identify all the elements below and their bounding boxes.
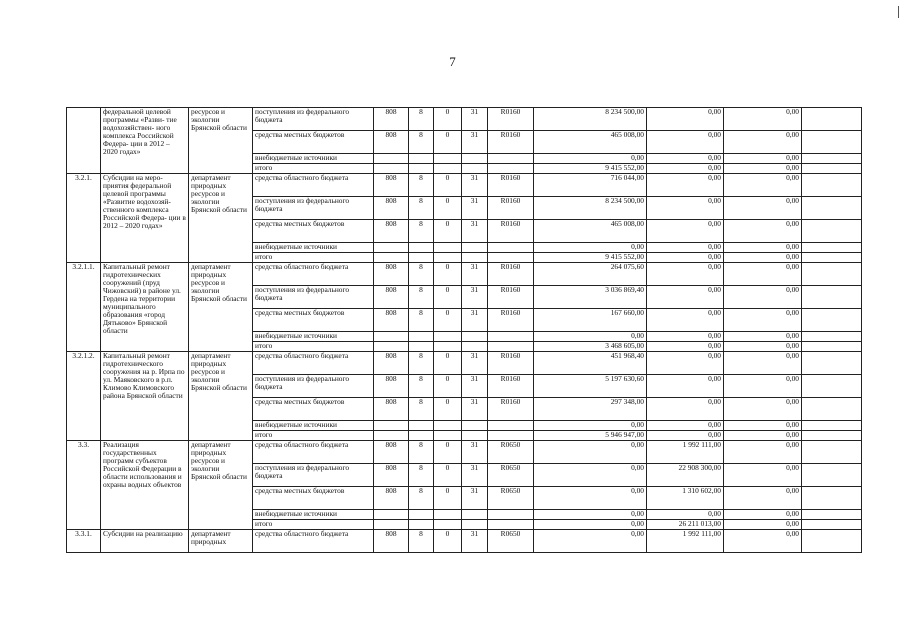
amount-year-2: 0,00 (647, 421, 724, 431)
item-name: федеральной целевой программы «Разви- тие водохозяйствен- ного комплекса Российской Федера- ции в 2012 – 2020 годах» (101, 108, 189, 174)
code-subprogram: 0 (434, 197, 462, 220)
code-grbs: 808 (374, 174, 409, 197)
code-event: 31 (462, 375, 488, 398)
code-direction: R0160 (488, 375, 534, 398)
amount-year-1: 5 197 630,60 (534, 375, 647, 398)
code-event: 31 (462, 263, 488, 286)
empty-cell (802, 174, 862, 197)
funding-source: средства областного бюджета (253, 530, 374, 553)
code-event: 31 (462, 487, 488, 510)
amount-year-2: 0,00 (647, 342, 724, 352)
amount-year-1: 3 036 869,40 (534, 286, 647, 309)
code-subprogram (434, 342, 462, 352)
code-grbs: 808 (374, 464, 409, 487)
amount-year-1: 0,00 (534, 464, 647, 487)
code-subprogram (434, 421, 462, 431)
empty-cell (802, 487, 862, 510)
code-subprogram (434, 520, 462, 530)
funding-source: внебюджетные источники (253, 510, 374, 520)
amount-year-3: 0,00 (724, 154, 802, 164)
code-direction: R0160 (488, 352, 534, 375)
code-event: 31 (462, 530, 488, 553)
amount-year-2: 0,00 (647, 309, 724, 332)
amount-year-1: 167 660,00 (534, 309, 647, 332)
code-subprogram (434, 253, 462, 263)
code-direction (488, 154, 534, 164)
table-row (67, 441, 862, 464)
code-subprogram: 0 (434, 263, 462, 286)
code-direction (488, 164, 534, 174)
code-grbs: 808 (374, 441, 409, 464)
empty-cell (802, 464, 862, 487)
code-event: 31 (462, 220, 488, 243)
code-program (409, 154, 434, 164)
code-direction (488, 510, 534, 520)
code-program: 8 (409, 263, 434, 286)
empty-cell (802, 431, 862, 441)
code-program: 8 (409, 487, 434, 510)
item-number: 3.2.1.1. (67, 263, 101, 352)
code-event: 31 (462, 441, 488, 464)
funding-source: внебюджетные источники (253, 243, 374, 253)
item-name: Субсидии на реализацию (101, 530, 189, 553)
funding-source: внебюджетные источники (253, 154, 374, 164)
code-event (462, 164, 488, 174)
empty-cell (802, 108, 862, 131)
code-subprogram: 0 (434, 530, 462, 553)
funding-source: поступления из федерального бюджета (253, 108, 374, 131)
amount-year-2: 0,00 (647, 154, 724, 164)
code-event: 31 (462, 352, 488, 375)
code-event (462, 243, 488, 253)
funding-source: средства областного бюджета (253, 441, 374, 464)
code-event: 31 (462, 286, 488, 309)
amount-year-3: 0,00 (724, 131, 802, 154)
code-program: 8 (409, 530, 434, 553)
amount-year-3: 0,00 (724, 398, 802, 421)
item-name: Субсидии на меро- приятия федеральной целевой программы «Развитие водохозяй- ственного комплекса Российской Федера- ции в 2012 – 2020 годах» (101, 174, 189, 263)
code-subprogram: 0 (434, 398, 462, 421)
funding-source: поступления из федерального бюджета (253, 464, 374, 487)
code-grbs (374, 332, 409, 342)
code-event (462, 253, 488, 263)
amount-year-2: 0,00 (647, 510, 724, 520)
amount-year-3: 0,00 (724, 286, 802, 309)
code-direction (488, 520, 534, 530)
code-direction: R0160 (488, 174, 534, 197)
code-program: 8 (409, 309, 434, 332)
amount-year-2: 0,00 (647, 131, 724, 154)
code-program: 8 (409, 174, 434, 197)
empty-cell (802, 154, 862, 164)
code-event (462, 431, 488, 441)
code-program (409, 510, 434, 520)
code-event (462, 421, 488, 431)
amount-year-2: 0,00 (647, 253, 724, 263)
amount-year-1: 264 075,60 (534, 263, 647, 286)
item-executor: департамент природных (189, 530, 253, 553)
amount-year-3: 0,00 (724, 253, 802, 263)
code-subprogram (434, 431, 462, 441)
amount-year-1: 9 415 552,00 (534, 253, 647, 263)
code-program: 8 (409, 220, 434, 243)
amount-year-2: 0,00 (647, 286, 724, 309)
item-name: Капитальный ремонт гидротехнического сооружения на р. Ирпа по ул. Маяковского в р.п. Климово Климовского района Брянской области (101, 352, 189, 441)
funding-source: средства областного бюджета (253, 352, 374, 375)
code-grbs (374, 520, 409, 530)
code-direction: R0650 (488, 441, 534, 464)
empty-cell (802, 398, 862, 421)
item-number: 3.3.1. (67, 530, 101, 553)
funding-source: внебюджетные источники (253, 332, 374, 342)
code-grbs: 808 (374, 131, 409, 154)
code-grbs: 808 (374, 375, 409, 398)
code-event: 31 (462, 174, 488, 197)
empty-cell (802, 332, 862, 342)
amount-year-2: 0,00 (647, 108, 724, 131)
code-subprogram: 0 (434, 309, 462, 332)
amount-year-3: 0,00 (724, 164, 802, 174)
amount-year-3: 0,00 (724, 352, 802, 375)
code-subprogram: 0 (434, 464, 462, 487)
empty-cell (802, 421, 862, 431)
code-event: 31 (462, 398, 488, 421)
empty-cell (802, 286, 862, 309)
code-subprogram: 0 (434, 174, 462, 197)
code-direction: R0160 (488, 309, 534, 332)
code-program (409, 342, 434, 352)
amount-year-2: 1 310 602,00 (647, 487, 724, 510)
item-executor: департамент природных ресурсов и экологии Брянской области (189, 441, 253, 530)
amount-year-2: 0,00 (647, 197, 724, 220)
amount-year-1: 0,00 (534, 332, 647, 342)
amount-year-1: 9 415 552,00 (534, 164, 647, 174)
funding-source: итого (253, 164, 374, 174)
empty-cell (802, 530, 862, 553)
code-subprogram: 0 (434, 220, 462, 243)
amount-year-3: 0,00 (724, 441, 802, 464)
code-program (409, 332, 434, 342)
funding-source: поступления из федерального бюджета (253, 286, 374, 309)
page-number: 7 (449, 54, 456, 69)
code-grbs: 808 (374, 309, 409, 332)
empty-cell (802, 164, 862, 174)
amount-year-1: 0,00 (534, 530, 647, 553)
code-grbs: 808 (374, 398, 409, 421)
funding-source: средства местных бюджетов (253, 131, 374, 154)
code-grbs: 808 (374, 108, 409, 131)
code-subprogram: 0 (434, 352, 462, 375)
code-event: 31 (462, 197, 488, 220)
item-executor: департамент природных ресурсов и экологии Брянской области (189, 352, 253, 441)
empty-cell (802, 243, 862, 253)
amount-year-1: 8 234 500,00 (534, 108, 647, 131)
amount-year-3: 0,00 (724, 332, 802, 342)
amount-year-1: 0,00 (534, 510, 647, 520)
item-name: Капитальный ремонт гидротехнических сооружений (пруд Чижовский) в районе ул. Гердена на территории муниципального образования «город Дятьково» Брянской области (101, 263, 189, 352)
empty-cell (802, 263, 862, 286)
amount-year-2: 1 992 111,00 (647, 530, 724, 553)
amount-year-3: 0,00 (724, 220, 802, 243)
empty-cell (802, 510, 862, 520)
amount-year-3: 0,00 (724, 375, 802, 398)
empty-cell (802, 441, 862, 464)
item-number: 3.2.1. (67, 174, 101, 263)
empty-cell (802, 520, 862, 530)
code-subprogram (434, 164, 462, 174)
funding-source: итого (253, 520, 374, 530)
code-program (409, 164, 434, 174)
amount-year-1: 0,00 (534, 154, 647, 164)
item-name: Реализация государственных программ субъектов Российской Федерации в области использования и охраны водных объектов (101, 441, 189, 530)
code-subprogram (434, 510, 462, 520)
code-direction: R0650 (488, 464, 534, 487)
code-direction: R0160 (488, 108, 534, 131)
item-number (67, 108, 101, 174)
code-direction: R0160 (488, 220, 534, 243)
code-event (462, 154, 488, 164)
code-program: 8 (409, 398, 434, 421)
code-event: 31 (462, 464, 488, 487)
empty-cell (802, 220, 862, 243)
code-grbs (374, 342, 409, 352)
code-direction: R0650 (488, 487, 534, 510)
code-subprogram: 0 (434, 375, 462, 398)
amount-year-1: 0,00 (534, 441, 647, 464)
code-program (409, 243, 434, 253)
amount-year-2: 0,00 (647, 431, 724, 441)
funding-source: средства областного бюджета (253, 174, 374, 197)
amount-year-3: 0,00 (724, 243, 802, 253)
code-event (462, 332, 488, 342)
amount-year-3: 0,00 (724, 263, 802, 286)
code-grbs: 808 (374, 530, 409, 553)
code-event (462, 510, 488, 520)
amount-year-3: 0,00 (724, 464, 802, 487)
code-program (409, 520, 434, 530)
amount-year-1: 0,00 (534, 520, 647, 530)
code-program: 8 (409, 441, 434, 464)
empty-cell (802, 375, 862, 398)
empty-cell (802, 352, 862, 375)
table-row (67, 108, 862, 131)
code-direction (488, 421, 534, 431)
funding-source: средства местных бюджетов (253, 398, 374, 421)
amount-year-1: 5 946 947,00 (534, 431, 647, 441)
code-direction: R0160 (488, 286, 534, 309)
amount-year-2: 0,00 (647, 352, 724, 375)
funding-source: итого (253, 253, 374, 263)
code-event (462, 342, 488, 352)
amount-year-3: 0,00 (724, 342, 802, 352)
code-program: 8 (409, 197, 434, 220)
amount-year-2: 0,00 (647, 220, 724, 243)
amount-year-1: 0,00 (534, 243, 647, 253)
code-subprogram: 0 (434, 108, 462, 131)
amount-year-3: 0,00 (724, 431, 802, 441)
funding-source: поступления из федерального бюджета (253, 375, 374, 398)
funding-source: итого (253, 342, 374, 352)
amount-year-3: 0,00 (724, 309, 802, 332)
funding-source: средства местных бюджетов (253, 309, 374, 332)
empty-cell (802, 253, 862, 263)
amount-year-3: 0,00 (724, 421, 802, 431)
code-program (409, 431, 434, 441)
empty-cell (802, 309, 862, 332)
amount-year-2: 0,00 (647, 164, 724, 174)
code-direction: R0160 (488, 197, 534, 220)
code-grbs: 808 (374, 220, 409, 243)
table-row (67, 352, 862, 375)
empty-cell (802, 131, 862, 154)
amount-year-3: 0,00 (724, 197, 802, 220)
code-event: 31 (462, 309, 488, 332)
code-direction: R0160 (488, 398, 534, 421)
funding-source: поступления из федерального бюджета (253, 197, 374, 220)
code-grbs: 808 (374, 352, 409, 375)
empty-cell (802, 197, 862, 220)
amount-year-1: 0,00 (534, 421, 647, 431)
empty-cell (802, 342, 862, 352)
amount-year-2: 1 992 111,00 (647, 441, 724, 464)
amount-year-3: 0,00 (724, 108, 802, 131)
code-direction (488, 243, 534, 253)
item-executor: департамент природных ресурсов и экологии Брянской области (189, 174, 253, 263)
code-direction: R0160 (488, 263, 534, 286)
code-grbs (374, 243, 409, 253)
amount-year-2: 0,00 (647, 263, 724, 286)
code-grbs (374, 510, 409, 520)
code-program: 8 (409, 131, 434, 154)
code-grbs (374, 154, 409, 164)
amount-year-2: 0,00 (647, 398, 724, 421)
amount-year-3: 0,00 (724, 510, 802, 520)
amount-year-2: 0,00 (647, 243, 724, 253)
amount-year-3: 0,00 (724, 487, 802, 510)
code-direction (488, 253, 534, 263)
item-number: 3.3. (67, 441, 101, 530)
amount-year-2: 22 908 300,00 (647, 464, 724, 487)
code-event: 31 (462, 131, 488, 154)
item-number: 3.2.1.2. (67, 352, 101, 441)
code-direction (488, 431, 534, 441)
amount-year-2: 26 211 013,00 (647, 520, 724, 530)
code-program: 8 (409, 464, 434, 487)
amount-year-3: 0,00 (724, 174, 802, 197)
code-program: 8 (409, 286, 434, 309)
amount-year-1: 451 968,40 (534, 352, 647, 375)
code-subprogram: 0 (434, 441, 462, 464)
amount-year-1: 297 348,00 (534, 398, 647, 421)
code-event: 31 (462, 108, 488, 131)
amount-year-2: 0,00 (647, 375, 724, 398)
code-direction: R0160 (488, 131, 534, 154)
amount-year-1: 3 468 605,00 (534, 342, 647, 352)
code-direction: R0650 (488, 530, 534, 553)
code-program (409, 421, 434, 431)
code-direction (488, 342, 534, 352)
code-subprogram: 0 (434, 286, 462, 309)
table-row (67, 263, 862, 286)
amount-year-1: 465 008,00 (534, 131, 647, 154)
funding-source: средства местных бюджетов (253, 487, 374, 510)
funding-source: средства областного бюджета (253, 263, 374, 286)
code-grbs: 808 (374, 197, 409, 220)
code-program (409, 253, 434, 263)
budget-table (66, 107, 862, 553)
code-subprogram (434, 154, 462, 164)
code-program: 8 (409, 375, 434, 398)
code-grbs (374, 164, 409, 174)
amount-year-3: 0,00 (724, 520, 802, 530)
funding-source: внебюджетные источники (253, 421, 374, 431)
table-row (67, 174, 862, 197)
amount-year-1: 0,00 (534, 487, 647, 510)
amount-year-2: 0,00 (647, 332, 724, 342)
code-program: 8 (409, 108, 434, 131)
code-grbs (374, 421, 409, 431)
code-subprogram (434, 332, 462, 342)
amount-year-2: 0,00 (647, 174, 724, 197)
code-grbs: 808 (374, 286, 409, 309)
item-executor: департамент природных ресурсов и экологии Брянской области (189, 263, 253, 352)
code-subprogram: 0 (434, 487, 462, 510)
amount-year-3: 0,00 (724, 530, 802, 553)
amount-year-1: 465 008,00 (534, 220, 647, 243)
code-event (462, 520, 488, 530)
code-subprogram: 0 (434, 131, 462, 154)
scan-edge-mark (898, 6, 899, 18)
amount-year-1: 8 234 500,00 (534, 197, 647, 220)
code-grbs (374, 431, 409, 441)
table-row (67, 530, 862, 553)
item-executor: ресурсов и экологии Брянской области (189, 108, 253, 174)
code-grbs: 808 (374, 263, 409, 286)
code-subprogram (434, 243, 462, 253)
code-direction (488, 332, 534, 342)
code-grbs: 808 (374, 487, 409, 510)
funding-source: средства местных бюджетов (253, 220, 374, 243)
amount-year-1: 716 044,00 (534, 174, 647, 197)
funding-source: итого (253, 431, 374, 441)
code-program: 8 (409, 352, 434, 375)
code-grbs (374, 253, 409, 263)
